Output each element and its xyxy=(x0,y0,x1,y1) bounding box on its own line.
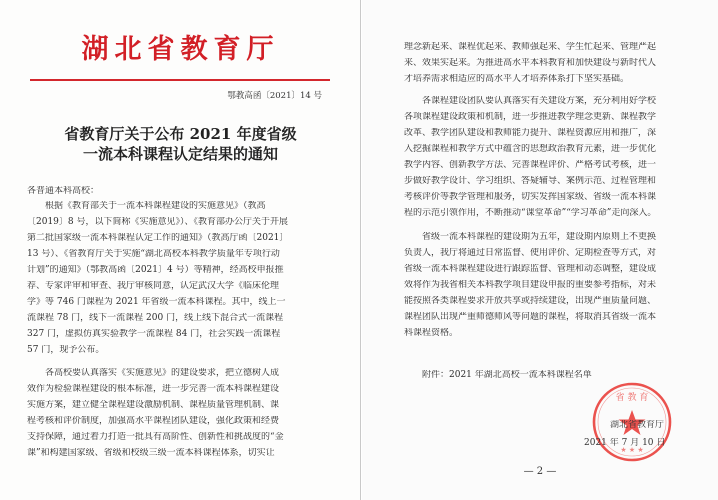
text-line: 程的示范引领作用，不断推动“课堂革命”“学习革命”走向深入。 xyxy=(404,208,657,218)
text-line: 各高校要认真落实《实施意见》的建设要求，把立德树人成 xyxy=(45,368,280,378)
text-line: 入挖掘课程和教学方式中蕴含的思想政治教育元素，进一步优化 xyxy=(404,144,657,154)
text-line: 支持保障，通过着力打造一批具有高阶性、创新性和挑战度的“金 xyxy=(27,432,284,442)
text-line: 步做好教学设计、学习组织、答疑辅导、案例示范、过程管理和 xyxy=(404,176,657,186)
text-line: 考核评价等教学管理和服务，切实发挥国家级、省级一流本科课 xyxy=(404,192,657,202)
text-line: 省级一流本科课程的建设期为五年，建设期内原则上不更换 xyxy=(422,232,657,242)
document-title-line-2: 一流本科课程认定结果的通知 xyxy=(82,145,278,163)
text-line: 省级一流本科课程建设进行跟踪监督、管理和动态调整，建设成 xyxy=(404,264,657,274)
attachment-note: 附件：2021 年湖北高校一流本科课程名单 xyxy=(422,370,592,380)
text-line: 荐、专家评审和审查、我厅审核同意，认定武汉大学《临床伦理 xyxy=(27,281,280,291)
text-line: 学》等 746 门课程为 2021 年省级一流本科课程。其中，线上一 xyxy=(27,297,286,307)
text-line: 各课程建设团队要认真落实有关建设方案，充分利用好学校 xyxy=(422,96,657,106)
text-line: 改革、教学团队建设和教师能力提升、课程资源应用和推广，深 xyxy=(404,128,657,138)
text-line: 57 门，现予公布。 xyxy=(27,345,105,355)
text-line: 课程团队出现严重师德师风等问题的课程，将取消其省级一流本 xyxy=(404,312,657,322)
signature-date: 2021 年 7 月 10 日 xyxy=(584,438,666,448)
text-line: 327 门，虚拟仿真实验教学一流课程 84 门，社会实践一流课程 xyxy=(27,329,281,339)
text-line: 负责人，我厅将通过日常监督、使用评价、定期检查等方式，对 xyxy=(404,248,657,258)
text-line: 效将作为我省相关本科教学项目建设申报的重要参考指标，对未 xyxy=(404,280,657,290)
document-number: 鄂教高函〔2021〕14 号 xyxy=(227,91,322,101)
text-line: 课”和构建国家级、省级和校级三级一流本科课程体系，切实让 xyxy=(27,448,275,458)
salutation: 各普通本科高校： xyxy=(27,186,100,196)
text-line: 程考核和评价制度，加强高水平课程团队建设，强化政策和经费 xyxy=(27,416,280,426)
text-line: 能按照各类课程要求开放共享或持续建设，出现严重质量问题、 xyxy=(404,296,657,306)
text-line: 科课程资格。 xyxy=(404,328,459,338)
text-line: 〔2019〕8 号，以下简称《实施意见》）、《教育部办公厅关于开展 xyxy=(27,217,288,227)
text-line: 才培养需求相适应的高水平人才培养体系打下坚实基础。 xyxy=(404,74,630,84)
svg-text:省 教 育: 省 教 育 xyxy=(615,393,649,403)
text-line: 理念新起来、课程优起来、教师强起来、学生忙起来、管理严起 xyxy=(404,42,657,52)
text-line: 教学内容、创新教学方法、完善课程评价、严格考试考核，进一 xyxy=(404,160,657,170)
text-line: 来、效果实起来。为推进高水平本科教育和加快建设与新时代人 xyxy=(404,58,657,68)
text-line: 流课程 78 门，线下一流课程 200 门，线上线下混合式一流课程 xyxy=(27,313,284,323)
page-number: — 2 — xyxy=(523,466,557,477)
red-divider xyxy=(30,79,330,81)
text-line: 第二批国家级一流本科课程认定工作的通知》（教高厅函〔2021〕 xyxy=(27,233,289,243)
letterhead: 湖北省教育厅 xyxy=(81,34,280,65)
text-line: 各项课程建设政策和机制，进一步推进教学理念更新、课程教学 xyxy=(404,112,657,122)
signature-org: 湖北省教育厅 xyxy=(610,420,665,430)
document-title-line-1: 省教育厅关于公布 2021 年度省级 xyxy=(64,125,297,143)
right-page xyxy=(362,0,718,500)
text-line: 效作为检验课程建设的根本标准，进一步完善一流本科课程建设 xyxy=(27,384,280,394)
text-line: 根据《教育部关于一流本科课程建设的实施意见》（教高 xyxy=(45,201,266,211)
svg-text:★ ★ ★: ★ ★ ★ xyxy=(620,446,644,454)
text-line: 计划”的通知》（鄂教高函〔2021〕4 号）等精神，经高校申报推 xyxy=(27,265,284,275)
text-line: 13 号）、《省教育厅关于实施“湖北高校本科教学质量年专项行动 xyxy=(27,249,280,259)
text-line: 实施方案，建立健全课程建设激励机制、课程质量管理机制、课 xyxy=(27,400,280,410)
